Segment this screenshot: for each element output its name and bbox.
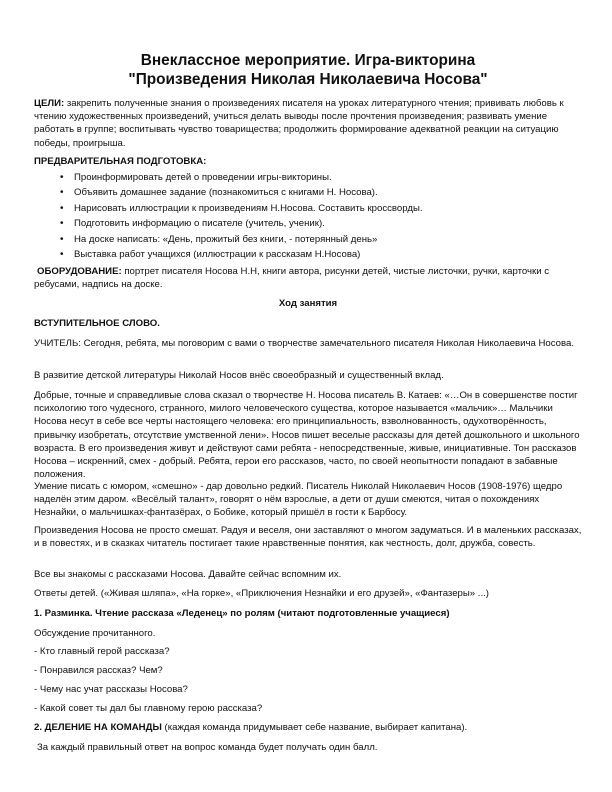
- paragraph: Все вы знакомы с рассказами Носова. Давайте сейчас вспомним их.: [34, 569, 342, 580]
- section1-discussion: Обсуждение прочитанного.: [34, 628, 156, 639]
- paragraph: Умение писать с юмором, «смешно» - дар довольно редкий. Писатель Николай Николаевич Носов (1908-1976) щедро наделён этим даром. «Весёлый талант», говорят о нём взрослые, а дети от души смеются, читая о похождениях Незнайки, о мальчишках-фантазёрах, о Бобике, который пришёл в гости к Барбосу.: [34, 481, 563, 519]
- section2-note: (каждая команда придумывает себе название, выбирает капитана).: [161, 722, 468, 733]
- teacher-label: УЧИТЕЛЬ:: [34, 338, 81, 349]
- section2-heading: 2. ДЕЛЕНИЕ НА КОМАНДЫ: [34, 722, 162, 733]
- question-item: - Какой совет ты дал бы главному герою рассказа?: [34, 703, 263, 714]
- question-item: - Чему нас учат рассказы Носова?: [34, 684, 188, 695]
- section1-heading: 1. Разминка. Чтение рассказа «Леденец» по ролям (читают подготовленные учащиеся): [34, 608, 450, 619]
- equipment-text: портрет писателя Носова Н.Н, книги автора, рисунки детей, чистые листочки, ручки, карточки с ребусами, надпись на доске.: [34, 266, 550, 291]
- question-item: - Понравился рассказ? Чем?: [34, 665, 163, 676]
- equipment-label: ОБОРУДОВАНИЕ:: [37, 266, 122, 277]
- list-item: • На доске написать: «День, прожитый без книги, - потерянный день»: [58, 233, 578, 246]
- list-item: • Нарисовать иллюстрации к произведениям Н.Носова. Составить кроссворды.: [58, 202, 578, 215]
- section2-paragraph: [34, 721, 582, 734]
- section2-rule: За каждый правильный ответ на вопрос команда будет получать один балл.: [37, 742, 378, 753]
- list-item: • Проинформировать детей о проведении игры-викторины.: [58, 171, 578, 184]
- goals-text: закрепить полученные знания о произведениях писателя на уроках литературного чтения; прививать любовь к чтению художественных произведений, учиться делать выводы после прочтения произведения; развивать умение работать в группе; воспитывать чувство товарищества; продолжить формирование адекватной реакции на ситуацию победы, проигрыша.: [34, 98, 564, 149]
- list-item: • Выставка работ учащихся (иллюстрации к рассказам Н.Носова): [58, 248, 578, 261]
- paragraph: Добрые, точные и справедливые слова сказал о творчестве Н. Носова писатель В. Катаев: «…Он в совершенстве постиг психологию того чудесного, странного, милого человеческого существа, которое называется «мальчик»… Мальчики Носова несут в себе все черты настоящего человека: его принципиальность, взволнованность, одухотворённость, привычку изобретать, отсутствие умственной лени». Носов пишет веселые рассказы для детей дошкольного и школьного возраста. В его произведения живут и действуют сами ребята - непосредственные, живые, инициативные. Тон рассказов Носова – искренний, смех - добрый. Ребята, герои его рассказов, часто, по своей неопытности попадают в забавные положения.: [34, 390, 580, 481]
- lesson-heading: Ход занятия: [278, 298, 338, 309]
- intro-heading: ВСТУПИТЕЛЬНОЕ СЛОВО.: [34, 318, 160, 329]
- teacher-paragraph: [34, 337, 582, 350]
- prep-list: [58, 171, 578, 263]
- goals-label: ЦЕЛИ:: [34, 98, 65, 109]
- paragraph: В развитие детской литературы Николай Носов внёс своеобразный и существенный вклад.: [34, 370, 444, 381]
- list-item: • Объявить домашнее задание (познакомиться с книгами Н. Носова).: [58, 186, 578, 199]
- document-title-line-2: "Произведения Николая Николаевича Носова": [128, 71, 488, 88]
- list-item: • Подготовить информацию о писателе (учитель, ученик).: [58, 217, 578, 230]
- document-title-line-1: Внеклассное мероприятие. Игра-викторина: [140, 52, 476, 69]
- goals-paragraph: [34, 97, 582, 150]
- paragraph: Ответы детей. («Живая шляпа», «На горке», «Приключения Незнайки и его друзей», «Фантазеры» ...): [34, 588, 489, 599]
- question-item: - Кто главный герой рассказа?: [34, 646, 170, 657]
- teacher-text: Сегодня, ребята, мы поговорим с вами о творчестве замечательного писателя Николая Николаевича Носова.: [80, 338, 574, 349]
- equipment-paragraph: [34, 265, 582, 291]
- prep-heading: ПРЕДВАРИТЕЛЬНАЯ ПОДГОТОВКА:: [34, 156, 207, 167]
- paragraph: Произведения Носова не просто смешат. Радуя и веселя, они заставляют о многом задуматься. И в маленьких рассказах, и в повестях, и в сказках читатель постигает такие нравственные понятия, как честность, долг, дружба, совесть.: [34, 525, 582, 550]
